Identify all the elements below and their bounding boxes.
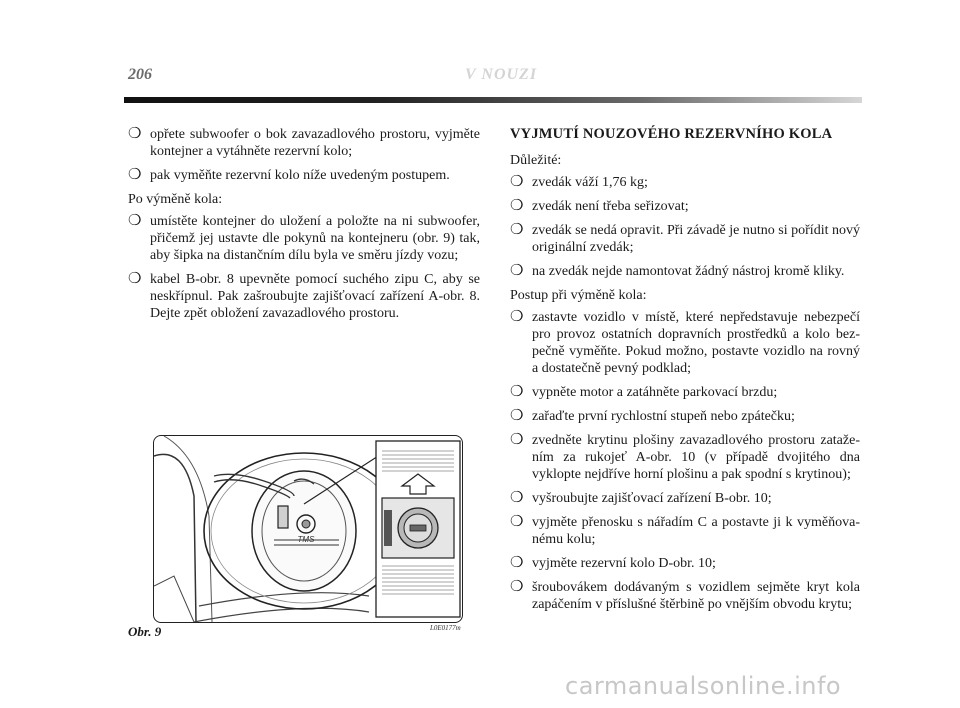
paragraph-label: Po výměně kola:	[128, 192, 223, 207]
page-number: 206	[128, 66, 152, 83]
list-item: ❍ zařaďte první rychlostní stupeň nebo zpátečku;	[510, 408, 795, 424]
list-item: ❍ umístěte kontejner do uložení a položte na ni subwoofer, přičemž jej ustavte dle pokynů na kontejneru (obr. 9) tak, aby šipka na distančním dílu byla ve směru jízdy vozu;	[128, 213, 480, 263]
spare-wheel-drawing	[154, 436, 462, 622]
list-item: ❍ vyšroubujte zajišťovací zařízení B-obr. 10;	[510, 490, 772, 506]
left-column	[128, 126, 480, 329]
important-label: Důležité:	[510, 153, 562, 168]
bullet-circle-icon: ❍	[510, 514, 524, 530]
figure-caption: Obr. 9	[128, 624, 162, 639]
list-item: ❍ opřete subwoofer o bok zavazadlového prostoru, vyjměte kontejner a vytáhněte rezervní kolo;	[128, 126, 480, 159]
bullet-circle-icon: ❍	[510, 579, 524, 595]
list-item: ❍ šroubovákem dodávaným s vozidlem sejměte kryt kola zapáčením v příslušné štěrbině po vnějším obvodu krytu;	[510, 579, 860, 612]
bullet-circle-icon: ❍	[510, 408, 524, 424]
list-item: ❍ vypněte motor a zatáhněte parkovací brzdu;	[510, 384, 778, 400]
watermark: carmanualsonline.info	[565, 672, 842, 700]
bullet-circle-icon: ❍	[510, 432, 524, 448]
list-item: ❍ pak vyměňte rezervní kolo níže uvedeným postupem.	[128, 167, 450, 183]
list-item: ❍ vyjměte rezervní kolo D-obr. 10;	[510, 555, 716, 571]
section-heading: VYJMUTÍ NOUZOVÉHO REZERVNÍHO KOLA	[510, 126, 833, 142]
list-item: ❍ zvedák není třeba seřizovat;	[510, 198, 689, 214]
section-title: V NOUZI	[465, 66, 538, 83]
bullet-circle-icon: ❍	[128, 213, 142, 229]
list-item: ❍ vyjměte přenosku s nářadím C a postavte ji k vyměňovanému kolu;	[510, 514, 860, 547]
bullet-circle-icon: ❍	[510, 198, 524, 214]
figure-code: L0E0177m	[430, 624, 461, 632]
bullet-circle-icon: ❍	[510, 263, 524, 279]
figure-illustration	[153, 435, 463, 623]
list-item: ❍ kabel B-obr. 8 upevněte pomocí suchého zipu C, aby se neskřípnul. Pak zašroubujte zajišťovací zařízení A-obr. 8. Dejte zpět obložení zavazadlového prostoru.	[128, 271, 480, 321]
list-item: ❍ na zvedák nejde namontovat žádný nástroj kromě kliky.	[510, 263, 845, 279]
header-rule	[124, 97, 862, 103]
bullet-circle-icon: ❍	[510, 490, 524, 506]
procedure-label: Postup při výměně kola:	[510, 288, 647, 303]
list-item: ❍ zvedák váží 1,76 kg;	[510, 174, 648, 190]
bullet-circle-icon: ❍	[128, 271, 142, 287]
bullet-circle-icon: ❍	[510, 174, 524, 190]
right-column	[510, 126, 860, 620]
list-item: ❍ zastavte vozidlo v místě, které nepředstavuje nebezpečí pro provoz ostatních dopravních prostředků a kolo bezpečně vyměňte. Pokud možno, postavte vozidlo na rovný a dostatečně pevný podklad;	[510, 309, 860, 376]
list-item: ❍ zvedněte krytinu plošiny zavazadlového prostoru zatažením za rukojeť A-obr. 10 (v případě dvojitého dna vyklopte nejdříve horní plošinu a pak spodní s krytinou);	[510, 432, 860, 482]
list-item: ❍ zvedák se nedá opravit. Při závadě je nutno si pořídit nový originální zvedák;	[510, 222, 860, 255]
bullet-circle-icon: ❍	[128, 126, 142, 142]
bullet-circle-icon: ❍	[510, 555, 524, 571]
bullet-circle-icon: ❍	[510, 309, 524, 325]
bullet-circle-icon: ❍	[128, 167, 142, 183]
bullet-circle-icon: ❍	[510, 384, 524, 400]
wheel-brand-label: TMS	[297, 535, 315, 544]
bullet-circle-icon: ❍	[510, 222, 524, 238]
